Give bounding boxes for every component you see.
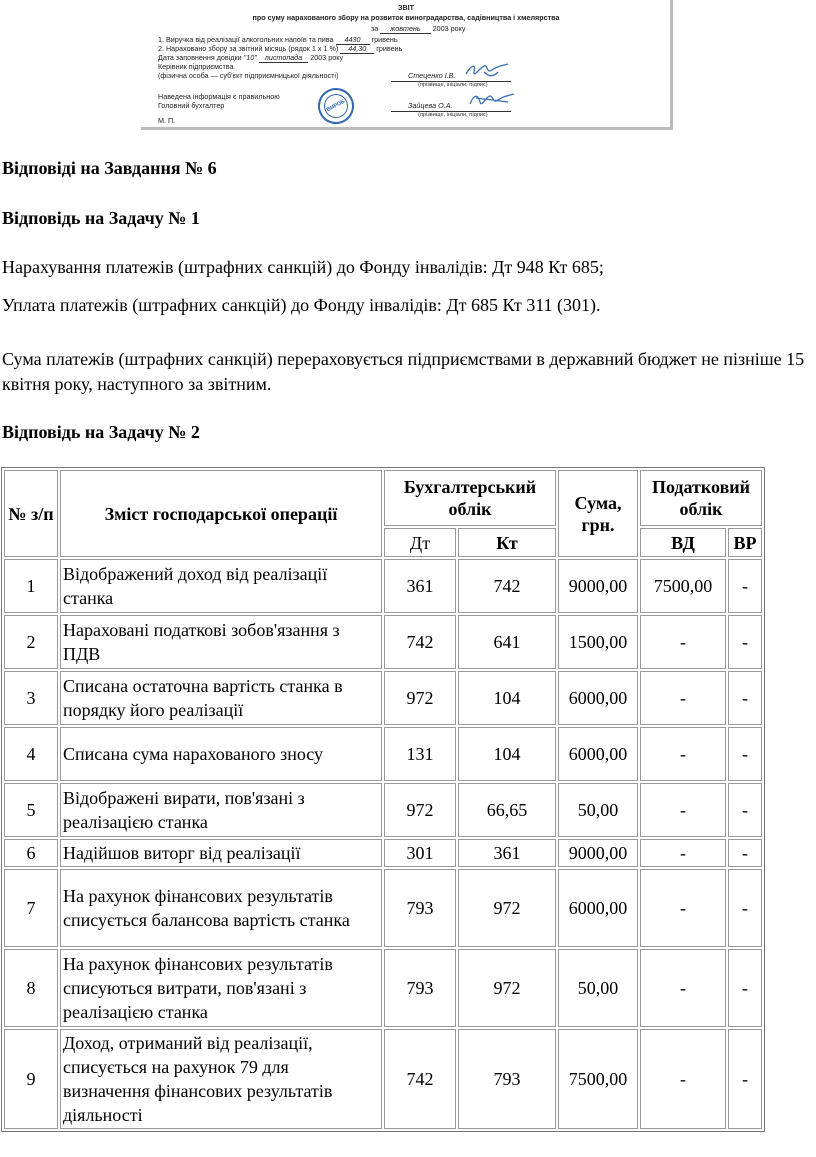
report-line3-month: листопада [259, 53, 308, 63]
row-vd: - [640, 839, 726, 867]
row-operation: На рахунок фінансових результатів списуються витрати, пов'язані з реалізацією станка [60, 949, 382, 1027]
header-content: Зміст господарської операції [60, 470, 382, 557]
report-period-month: жовтень [380, 24, 430, 34]
row-kt: 361 [458, 839, 556, 867]
row-number: 6 [4, 839, 58, 867]
row-dt: 361 [384, 559, 456, 613]
row-number: 3 [4, 671, 58, 725]
accountant-signature-icon [468, 88, 516, 110]
row-vd: - [640, 783, 726, 837]
row-kt: 972 [458, 949, 556, 1027]
report-head-label: Керівник підприємства [158, 62, 234, 71]
row-vr: - [728, 839, 762, 867]
report-info-label: Наведена інформація є правильною [158, 92, 280, 101]
answers-title: Відповіді на Завдання № 6 [2, 158, 217, 178]
report-sign-caption-1: (прізвище, ініціали, підпис) [418, 82, 488, 88]
table-row [4, 869, 762, 947]
row-operation: Відображені вирати, пов'язані з реалізацією станка [60, 783, 382, 837]
row-sum: 7500,00 [558, 1029, 638, 1129]
header-kt: Кт [458, 528, 556, 557]
row-dt: 742 [384, 615, 456, 669]
row-vd: - [640, 869, 726, 947]
report-period-prefix: за [371, 24, 379, 33]
row-operation: На рахунок фінансових результатів списується балансова вартість станка [60, 869, 382, 947]
row-kt: 793 [458, 1029, 556, 1129]
table-row [4, 559, 762, 613]
report-line2-unit: гривень [376, 44, 403, 53]
row-sum: 50,00 [558, 949, 638, 1027]
row-sum: 50,00 [558, 783, 638, 837]
report-period-suffix: 2003 року [432, 24, 466, 33]
report-image [141, 0, 673, 130]
row-vr: - [728, 615, 762, 669]
header-vr: ВР [728, 528, 762, 557]
row-vr: - [728, 869, 762, 947]
report-seal-label: М. П. [158, 116, 176, 125]
row-operation: Відображений доход від реалізації станка [60, 559, 382, 613]
row-dt: 793 [384, 869, 456, 947]
operations-table [1, 467, 765, 1132]
header-accounting: Бухгалтерський облік [384, 470, 556, 526]
row-sum: 6000,00 [558, 869, 638, 947]
row-sum: 6000,00 [558, 671, 638, 725]
row-number: 4 [4, 727, 58, 781]
row-dt: 972 [384, 783, 456, 837]
header-dt: Дт [384, 528, 456, 557]
table-row [4, 839, 762, 867]
report-subtitle: про суму нарахованого збору на розвиток виноградарства, садівництва і хмелярства [252, 13, 560, 22]
table-row [4, 615, 762, 669]
row-dt: 301 [384, 839, 456, 867]
row-operation: Нараховані податкові зобов'язання з ПДВ [60, 615, 382, 669]
task1-paragraph-1: Нарахування платежів (штрафних санкцій) до Фонду інвалідів: Дт 948 Кт 685; [2, 257, 604, 277]
task1-paragraph-2: Уплата платежів (штрафних санкцій) до Фонду інвалідів: Дт 685 Кт 311 (301). [2, 295, 601, 315]
report-accountant-label: Головний бухгалтер [158, 101, 225, 110]
row-vr: - [728, 727, 762, 781]
row-vr: - [728, 949, 762, 1027]
row-vr: - [728, 671, 762, 725]
table-row [4, 1029, 762, 1129]
row-kt: 66,65 [458, 783, 556, 837]
report-line3-label: Дата заповнення довідки [158, 53, 242, 62]
row-dt: 972 [384, 671, 456, 725]
report-line2-value: 44,30 [340, 44, 374, 54]
row-vr: - [728, 1029, 762, 1129]
report-line3-year: 2003 року [310, 53, 344, 62]
task1-paragraph-3: Сума платежів (штрафних санкцій) перераховується підприємствами в державний бюджет не пізніше 15 квітня року, наступного за звітним. [2, 349, 805, 394]
row-kt: 641 [458, 615, 556, 669]
row-dt: 742 [384, 1029, 456, 1129]
row-kt: 104 [458, 671, 556, 725]
report-sign-caption-2: (прізвище, ініціали, підпис) [418, 112, 488, 118]
report-line1-value: 4430 [336, 35, 370, 45]
row-vr: - [728, 559, 762, 613]
row-sum: 6000,00 [558, 727, 638, 781]
row-vd: - [640, 1029, 726, 1129]
row-dt: 793 [384, 949, 456, 1027]
row-number: 7 [4, 869, 58, 947]
row-dt: 131 [384, 727, 456, 781]
row-operation: Доход, отриманий від реалізації, списується на рахунок 79 для визначення фінансових результатів діяльності [60, 1029, 382, 1129]
head-signature-icon [464, 60, 512, 82]
row-operation: Списана сума нарахованого зносу [60, 727, 382, 781]
table-row [4, 727, 762, 781]
stamp-icon [312, 82, 361, 131]
report-title: ЗВІТ [397, 3, 415, 12]
row-number: 2 [4, 615, 58, 669]
row-operation: Списана остаточна вартість станка в порядку його реалізації [60, 671, 382, 725]
header-tax: Податковий облік [640, 470, 762, 526]
row-vd: - [640, 727, 726, 781]
row-sum: 1500,00 [558, 615, 638, 669]
report-line2-label: 2. Нараховано збору за звітний місяць (рядок 1 х 1 %) [158, 44, 339, 53]
row-vd: - [640, 949, 726, 1027]
header-num: № з/п [4, 470, 58, 557]
report-form [146, 2, 666, 124]
row-sum: 9000,00 [558, 839, 638, 867]
report-period [371, 24, 465, 34]
row-kt: 742 [458, 559, 556, 613]
row-vd: - [640, 671, 726, 725]
row-vd: - [640, 615, 726, 669]
row-operation: Надійшов виторг від реалізації [60, 839, 382, 867]
header-vd: ВД [640, 528, 726, 557]
table-row [4, 949, 762, 1027]
report-line1-unit: гривень [371, 35, 398, 44]
stamp-text: ВИРОБ [325, 98, 346, 113]
row-kt: 104 [458, 727, 556, 781]
header-amount: Сума, грн. [558, 470, 638, 557]
row-sum: 9000,00 [558, 559, 638, 613]
task1-title: Відповідь на Задачу № 1 [2, 208, 200, 228]
report-head-name: Стеценко І.В. [408, 71, 456, 80]
report-line3-day: "10" [243, 53, 257, 62]
row-kt: 972 [458, 869, 556, 947]
row-vr: - [728, 783, 762, 837]
table-row [4, 783, 762, 837]
report-accountant-name: Зайцева О.А. [408, 101, 453, 110]
task2-title: Відповідь на Задачу № 2 [2, 422, 200, 442]
report-head-sublabel: (фізична особа — суб'єкт підприємницької діяльності) [158, 71, 339, 80]
row-number: 8 [4, 949, 58, 1027]
report-line1-label: 1. Виручка від реалізації алкогольних напоїв та пива [158, 35, 334, 44]
row-vd: 7500,00 [640, 559, 726, 613]
row-number: 1 [4, 559, 58, 613]
row-number: 9 [4, 1029, 58, 1129]
table-row [4, 671, 762, 725]
row-number: 5 [4, 783, 58, 837]
